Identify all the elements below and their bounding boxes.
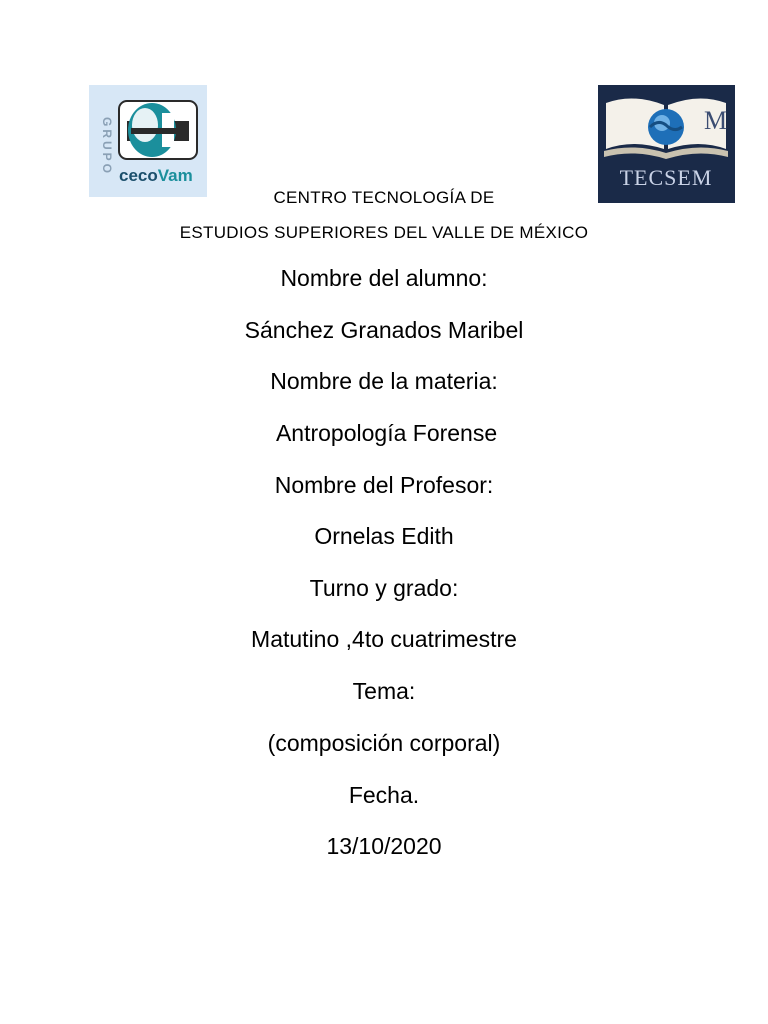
subject-label: Nombre de la materia:	[270, 368, 498, 394]
logo-corner-letter: M	[704, 106, 728, 135]
shift-value: Matutino ,4to cuatrimestre	[251, 626, 517, 652]
teacher-label: Nombre del Profesor:	[274, 472, 494, 498]
tecsem-logo	[598, 85, 735, 203]
date-value: 13/10/2020	[326, 833, 442, 859]
institution-line-1: CENTRO TECNOLOGÍA DE	[273, 188, 495, 207]
cecovam-logo	[89, 85, 207, 197]
logo-wordmark-b: Vam	[157, 166, 193, 185]
topic-label: Tema:	[352, 678, 416, 704]
logo-wordmark: TECSEM	[619, 165, 713, 190]
student-name: Sánchez Granados Maribel	[244, 317, 524, 343]
topic-value: (composición corporal)	[267, 730, 501, 756]
shift-label: Turno y grado:	[309, 575, 459, 601]
logo-vertical-text: GRUPO	[100, 117, 114, 177]
svg-text:cecoVam	[119, 166, 193, 185]
teacher-name: Ornelas Edith	[314, 523, 454, 549]
student-label: Nombre del alumno:	[280, 265, 488, 291]
institution-line-2: ESTUDIOS SUPERIORES DEL VALLE DE MÉXICO	[179, 223, 589, 242]
date-label: Fecha.	[348, 782, 420, 808]
subject-name: Antropología Forense	[270, 420, 498, 446]
logo-wordmark-a: ceco	[119, 166, 158, 185]
